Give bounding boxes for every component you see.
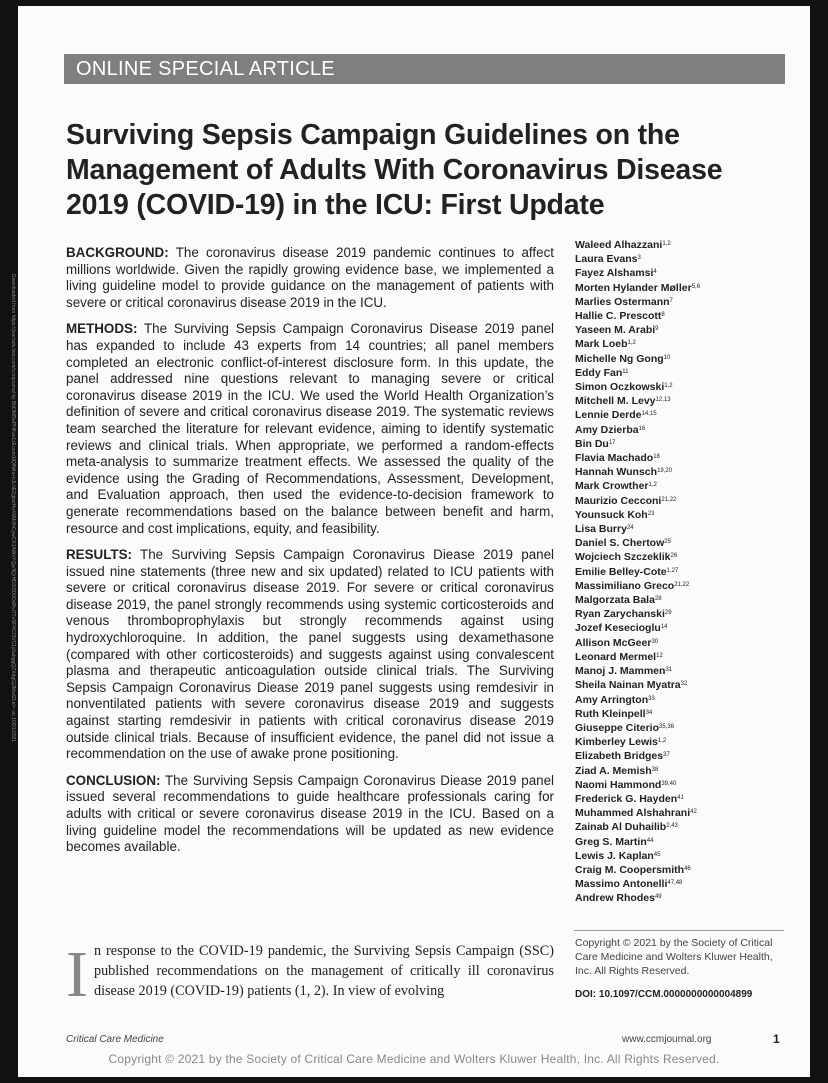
author-affiliation: 24 (626, 525, 634, 532)
author-list (575, 238, 765, 906)
author-name: Hannah Wunsch (575, 466, 658, 479)
author-name: Eddy Fan (575, 366, 623, 379)
author-item (575, 380, 765, 394)
author-item (575, 408, 765, 422)
author-item (575, 550, 765, 564)
author-item (575, 309, 765, 323)
author-item (575, 352, 765, 366)
author-name: Amy Dzierba (575, 423, 639, 436)
author-item (575, 565, 765, 579)
article-page (10, 6, 810, 1077)
author-affiliation: 38 (651, 766, 659, 773)
author-item (575, 877, 765, 891)
author-affiliation: 1,2 (648, 482, 657, 489)
author-item (575, 508, 765, 522)
copyright-notice: Copyright © 2021 by the Society of Critical Care Medicine and Wolters Kluwer Health, Inc. All Rights Reserved. (575, 937, 773, 977)
author-name: Ziad A. Memish (575, 764, 652, 777)
author-affiliation: 1,2 (664, 383, 673, 390)
author-affiliation: 32 (680, 681, 688, 688)
author-name: Hallie C. Prescott (575, 310, 662, 323)
author-affiliation: 37 (663, 752, 670, 759)
author-item (575, 479, 765, 493)
abstract-results (66, 547, 554, 763)
author-affiliation: 10 (663, 354, 671, 361)
author-name: Ryan Zarychanski (575, 608, 665, 621)
author-affiliation: 12,13 (655, 397, 671, 404)
author-name: Andrew Rhodes (575, 892, 655, 905)
author-affiliation: 1,2 (662, 241, 671, 247)
author-item (575, 735, 765, 749)
author-item (575, 295, 765, 309)
author-affiliation: 3 (637, 255, 641, 262)
author-affiliation: 8 (661, 312, 665, 319)
results-text: The Surviving Sepsis Campaign Coronavirus Diease 2019 panel issued nine statements (three new and six updated) related to ICU patients with severe or critical coronavirus disease 2019. For severe or critical coronavirus disease 2019, the panel strongly recommends using systemic corticosteroids and venous thromboprophylaxis but strongly recommends against using hydroxychloroquine. In addition, the panel suggests using dexamethasone (compared with other corticosteroids) and suggests against using convalescent plasma and therapeutic anticoagulation outside clinical trials. The Surviving Sepsis Campaign Coronavirus Diease 2019 panel suggests using remdesivir in nonventilated patients with severe coronavirus disease 2019 and suggests against starting remdesivir in patients with critical coronavirus disease 2019 outside clinical trials. Because of insufficient evidence, the panel did not issue a recommendation on the use of awake prone positioning. (66, 547, 555, 762)
author-affiliation: 49 (654, 894, 662, 901)
footer-url[interactable]: www.ccmjournal.org (622, 1034, 712, 1045)
author-name: Elizabeth Bridges (575, 750, 664, 763)
abstract (66, 245, 554, 866)
author-affiliation: 7 (669, 297, 673, 304)
author-name: Morten Hylander Møller (575, 281, 692, 294)
methods-text: The Surviving Sepsis Campaign Coronavirus Disease 2019 panel has expanded to include 43 experts from 14 countries; all panel members completed an electronic conflict-of-interest disclosure form. In this update, the panel addressed nine questions relevant to managing severe or critical coronavirus disease 2019 in the ICU. We used the World Health Organization’s definition of severe and critical coronavirus disease 2019. The systematic reviews team searched the literature for relevant evidence, aiming to identify systematic reviews and clinical trials. When appropriate, we performed a random-effects meta-analysis to summarize treatment effects. We assessed the quality of the evidence using the Grading of Recommendations, Assessment, Development, and Evaluation approach, then used the evidence-to-decision framework to generate recommendations based on the balance between benefit and harm, resource and cost implications, equity, and feasibility. (66, 321, 554, 536)
author-name: Lennie Derde (575, 409, 642, 422)
page-number: 1 (773, 1032, 780, 1046)
author-name: Laura Evans (575, 253, 638, 266)
author-affiliation: 42 (690, 809, 697, 816)
author-item (575, 607, 765, 621)
author-item (575, 593, 765, 607)
author-item (575, 778, 765, 792)
drop-cap: I (66, 938, 88, 1011)
author-item (575, 749, 765, 763)
download-watermark: Downloaded from https://journals.lww.com/ccmjournal by BhDMf5ePHKav1zEoum1tQfN4a+kJLhEZgbsIHo4XMi0hCywCX1AWnYQp/IlQrHD3i3D0OdRyi7TvSFl4Cf3VC1y0abggQZXdgGj2MwlZLeI= on 10/01/2021 (10, 274, 16, 743)
author-affiliation: 21,22 (661, 496, 677, 503)
author-item (575, 650, 765, 664)
author-item (575, 337, 765, 351)
author-name: Flavia Machado (575, 452, 654, 465)
author-item (575, 323, 765, 337)
author-name: Lisa Burry (575, 523, 627, 536)
author-affiliation: 47,48 (667, 880, 683, 887)
author-name: Craig M. Coopersmith (575, 863, 685, 876)
author-item (575, 437, 765, 451)
author-item (575, 536, 765, 550)
author-item (575, 266, 765, 280)
author-name: Kimberley Lewis (575, 736, 658, 749)
author-name: Manoj J. Mammen (575, 665, 666, 678)
intro-text: n response to the COVID-19 pandemic, the Surviving Sepsis Campaign (SSC) published recommendations on the management of critically ill coronavirus disease 2019 (COVID-19) patients (1, 2). In view of evolving (93, 943, 554, 999)
author-item (575, 863, 765, 877)
author-name: Sheila Nainan Myatra (575, 679, 681, 692)
author-affiliation: 41 (677, 794, 684, 801)
author-item (575, 579, 765, 593)
author-affiliation: 18 (653, 454, 660, 461)
author-name: Younsuck Koh (575, 508, 648, 521)
author-name: Mark Crowther (575, 480, 649, 493)
doi-link[interactable]: DOI: 10.1097/CCM.0000000000004899 (575, 989, 753, 1000)
author-item (575, 621, 765, 635)
author-affiliation: 5,6 (691, 283, 701, 290)
author-item (575, 891, 765, 905)
author-name: Michelle Ng Gong (575, 352, 664, 365)
methods-label: METHODS: (66, 321, 138, 337)
author-name: Daniel S. Chertow (575, 537, 665, 550)
author-name: Lewis J. Kaplan (575, 849, 654, 862)
author-name: Amy Arrington (575, 693, 649, 706)
author-name: Simon Oczkowski (575, 381, 665, 394)
author-item (575, 764, 765, 778)
author-name: Marlies Ostermann (575, 295, 670, 308)
author-name: Frederick G. Hayden (575, 792, 678, 805)
author-affiliation: 30 (651, 638, 659, 645)
author-affiliation: 1,2 (627, 340, 636, 347)
author-item (575, 849, 765, 863)
author-name: Malgorzata Bala (575, 594, 655, 607)
author-item (575, 494, 765, 508)
author-name: Massimiliano Greco (575, 579, 675, 592)
author-affiliation: 1,27 (666, 567, 679, 574)
author-name: Zainab Al Duhailib (575, 821, 667, 834)
divider (574, 930, 784, 931)
author-name: Mitchell M. Levy (575, 395, 656, 408)
author-name: Mark Loeb (575, 338, 628, 351)
author-item (575, 522, 765, 536)
author-name: Jozef Kesecioglu (575, 622, 661, 635)
section-banner: ONLINE SPECIAL ARTICLE (64, 54, 785, 84)
conclusion-text: The Surviving Sepsis Campaign Coronavirus Diease 2019 panel issued several recommendations to guide healthcare professionals caring for adults with critical or severe coronavirus disease 2019 in the ICU. Based on a living guideline model the recommendations will be updated as new evidence becomes available. (66, 772, 555, 855)
background-label: BACKGROUND: (66, 245, 169, 260)
author-name: Greg S. Martin (575, 835, 647, 848)
author-name: Wojciech Szczeklik (575, 551, 671, 564)
author-name: Maurizio Cecconi (575, 494, 662, 507)
author-name: Ruth Kleinpell (575, 707, 646, 720)
author-item (575, 835, 765, 849)
author-affiliation: 23 (647, 510, 655, 517)
author-item (575, 252, 765, 266)
article-title: Surviving Sepsis Campaign Guidelines on the Management of Adults With Coronavirus Disease 2019 (COVID-19) in the ICU: First Update (66, 119, 723, 221)
author-name: Emilie Belley-Cote (575, 565, 667, 578)
author-item (575, 281, 765, 295)
footer-journal: Critical Care Medicine (66, 1034, 164, 1045)
author-affiliation: 45 (653, 851, 661, 858)
author-affiliation: 17 (608, 439, 616, 446)
author-affiliation: 14,15 (641, 411, 657, 418)
author-name: Naomi Hammond (575, 778, 662, 791)
abstract-background (66, 245, 554, 311)
author-affiliation: 28 (654, 596, 662, 603)
author-item (575, 394, 765, 408)
author-name: Yaseen M. Arabi (575, 324, 656, 337)
author-affiliation: 44 (646, 837, 654, 844)
author-item (575, 664, 765, 678)
author-item (575, 366, 765, 380)
results-label: RESULTS: (66, 547, 132, 563)
author-affiliation: 2,43 (666, 823, 678, 830)
author-affiliation: 14 (660, 624, 668, 631)
author-affiliation: 29 (664, 610, 672, 617)
conclusion-label: CONCLUSION: (66, 772, 161, 788)
author-affiliation: 39,40 (661, 780, 677, 787)
author-affiliation: 26 (670, 553, 678, 560)
author-name: Giuseppe Citerio (575, 721, 660, 734)
author-name: Leonard Mermel (575, 650, 657, 663)
author-affiliation: 46 (684, 865, 691, 872)
author-item (575, 721, 765, 735)
intro-paragraph (66, 938, 554, 1011)
author-item (575, 238, 765, 252)
author-item (575, 707, 765, 721)
author-name: Allison McGeer (575, 636, 652, 649)
author-item (575, 820, 765, 834)
author-item (575, 693, 765, 707)
author-item (575, 806, 765, 820)
author-item (575, 423, 765, 437)
author-affiliation: 12 (656, 652, 663, 659)
author-affiliation: 9 (655, 326, 659, 333)
author-affiliation: 4 (653, 269, 657, 276)
author-affiliation: 34 (645, 709, 653, 716)
author-affiliation: 21,22 (674, 581, 690, 588)
author-name: Fayez Alshamsi (575, 267, 654, 280)
author-affiliation: 1,2 (657, 738, 667, 745)
author-name: Massimo Antonelli (575, 878, 668, 891)
author-affiliation: 11 (622, 368, 629, 375)
author-name: Bin Du (575, 437, 609, 450)
author-item (575, 792, 765, 806)
bottom-copyright: Copyright © 2021 by the Society of Critical Care Medicine and Wolters Kluwer Health, Inc. All Rights Reserved. (108, 1052, 720, 1066)
background-text: The coronavirus disease 2019 pandemic continues to affect millions worldwide. Given the rapidly growing evidence base, we implemented a living guideline model to provide guidance on the management of patients with severe or critical coronavirus disease 2019 in the ICU. (66, 245, 554, 310)
author-item (575, 465, 765, 479)
abstract-conclusion (66, 773, 554, 856)
abstract-methods (66, 321, 554, 537)
author-affiliation: 33 (648, 695, 655, 702)
author-affiliation: 31 (665, 667, 673, 674)
author-affiliation: 16 (638, 425, 646, 432)
author-affiliation: 35,36 (659, 723, 675, 730)
author-name: Muhammed Alshahrani (575, 807, 691, 820)
author-affiliation: 25 (664, 539, 671, 546)
author-item (575, 678, 765, 692)
author-item (575, 451, 765, 465)
author-affiliation: 19,20 (657, 468, 673, 475)
author-item (575, 636, 765, 650)
author-name: Waleed Alhazzani (575, 239, 663, 251)
